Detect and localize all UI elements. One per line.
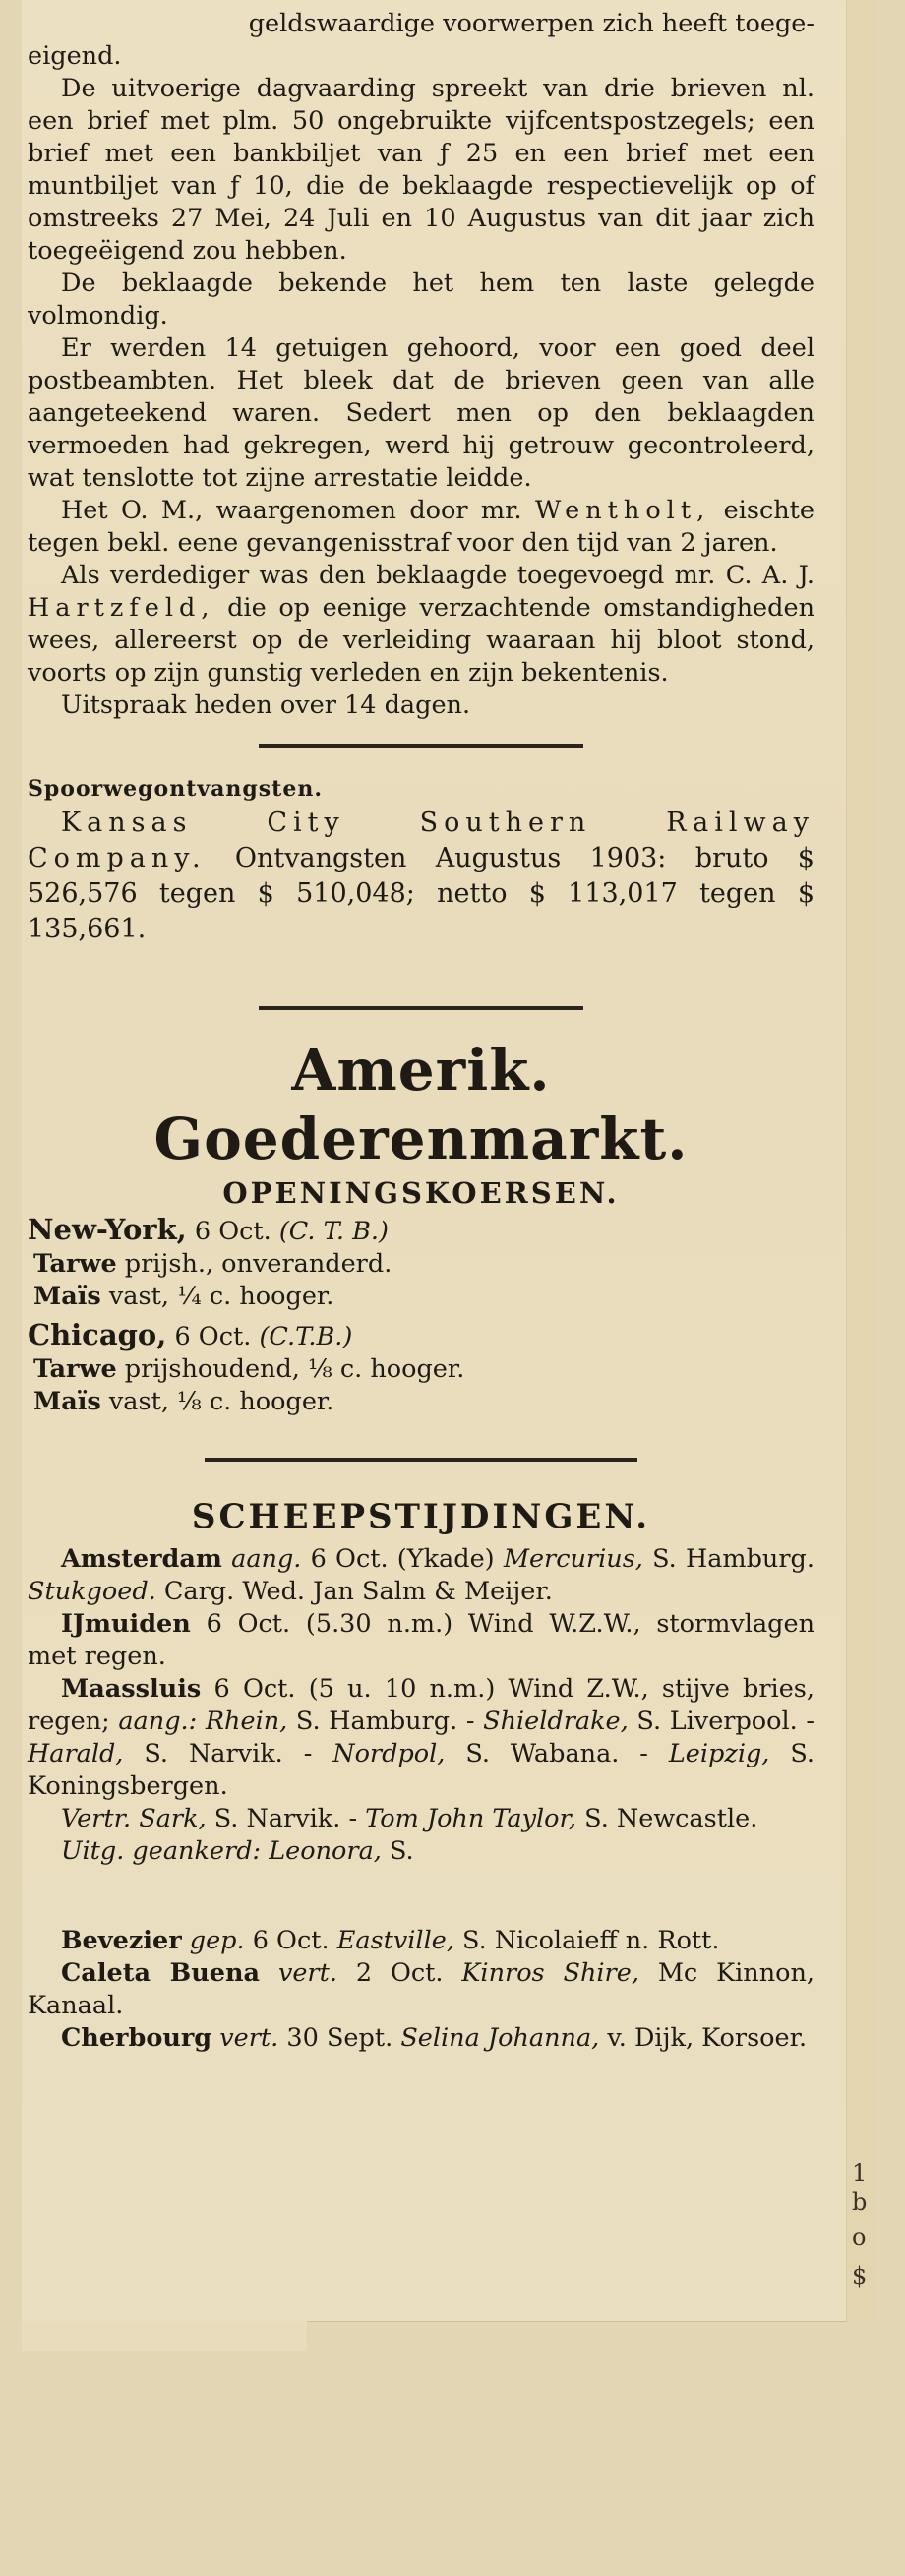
text: 6 Oct. [252, 1926, 330, 1955]
ship-name: Leipzig, [668, 1739, 770, 1768]
text: 6 Oct. (5 u. 10 n.m.) Wind Z.W., stijve bries, regen; [28, 1674, 815, 1736]
market-header [28, 1319, 814, 1353]
margin-char: 1 [852, 2159, 868, 2187]
port: Amsterdam [61, 1544, 222, 1574]
text: aang.: [118, 1707, 198, 1736]
text: S. Narvik. - [144, 1739, 313, 1768]
text: S. Narvik. - [213, 1804, 358, 1833]
shipping-entry [28, 1673, 814, 1803]
text: Stukgoed. [28, 1577, 156, 1606]
port: Caleta Buena [61, 1958, 261, 1988]
text: vert. [277, 1958, 337, 1988]
ship-name: Nordpol, [332, 1739, 446, 1768]
clipping-column [28, 8, 814, 2055]
text: Als verdediger was den beklaagde toegevoegd mr. C. A. J. [61, 561, 814, 590]
paragraph: Er werden 14 getuigen gehoord, voor een goed deel postbeambten. Het bleek dat de brieven geen van alle aangeteekend waren. Sedert men op den beklaagden vermoeden had gekregen, werd hij getrouw gecontroleerd, wat tenslotte tot zijne arrestatie leidde. [28, 333, 814, 493]
text: 30 Sept. [286, 2023, 393, 2053]
section-title: Amerik. Goederenmarkt. [153, 1037, 689, 1172]
person-name: Hartzfeld, [28, 593, 215, 623]
commodity: Tarwe [33, 1249, 117, 1279]
ship-name: Mercurius, [503, 1544, 643, 1574]
quote-line [28, 1353, 814, 1386]
port: Maassluis [61, 1674, 202, 1704]
ship-name: Harald, [28, 1739, 124, 1768]
date: 6 Oct. [194, 1217, 272, 1246]
source: (C. T. B.) [278, 1217, 389, 1246]
spacer [28, 1868, 814, 1925]
text: S. Hamburg. - [295, 1707, 475, 1736]
text-line: geldswaardige voorwerpen zich heeft toege- [248, 9, 814, 38]
text: S. Hamburg. [652, 1544, 814, 1574]
ship-name: Tom John Taylor, [365, 1804, 577, 1833]
paragraph: Uitspraak heden over 14 dagen. [61, 690, 471, 720]
text: vast, ¼ c. hooger. [108, 1282, 334, 1311]
text: S. Nicolaieff n. Rott. [462, 1926, 720, 1955]
text: Korsoer. [701, 2023, 808, 2053]
text: eischte tegen bekl. eene gevangenisstraf voor den tijd van 2 jaren. [28, 496, 814, 558]
section-heading: Spoorwegontvangsten. [28, 776, 323, 802]
quote-line [28, 1281, 814, 1313]
label: Vertr. [61, 1804, 132, 1833]
shipping-entry [28, 2022, 814, 2055]
paragraph [28, 560, 814, 689]
company-name: Kansas City Southern Railway Company. [28, 808, 814, 873]
text: S. Liverpool. - [636, 1707, 815, 1736]
label: Uitg. geankerd: [61, 1836, 262, 1866]
text: vert. [219, 2023, 279, 2053]
text: Het O. M., waargenomen door mr. [61, 496, 522, 525]
shipping-entry [28, 1803, 814, 1835]
text: S. Wabana. - [465, 1739, 648, 1768]
commodity: Maïs [33, 1282, 101, 1311]
divider [259, 1006, 583, 1010]
date: 6 Oct. [174, 1322, 252, 1351]
text: 2 Oct. [355, 1958, 444, 1988]
text: S. Newcastle. [584, 1804, 758, 1833]
commodity: Tarwe [33, 1354, 117, 1384]
section-title: SCHEEPSTIJDINGEN. [191, 1497, 651, 1536]
text: S. Koningsbergen. [28, 1739, 815, 1801]
margin-char: $ [852, 2262, 868, 2290]
text: prijshoudend, ⅛ c. hooger. [124, 1354, 465, 1384]
quote-line [28, 1248, 814, 1281]
quote-line [28, 1386, 814, 1418]
ship-name: Sark, [139, 1804, 207, 1833]
section-subtitle: OPENINGSKOERSEN. [222, 1176, 620, 1210]
city: New-York, [28, 1213, 187, 1246]
source: (C.T.B.) [259, 1322, 353, 1351]
port: Bevezier [61, 1926, 182, 1955]
text: Ontvangsten Augustus 1903: bruto $ 526,576 tegen $ 510,048; netto $ 113,017 tegen $ 135,661. [28, 843, 814, 944]
text: die op eenige verzachtende omstandigheden wees, allereerst op de verleiding waaraan hij bloot stond, voorts op zijn gunstig verleden en zijn bekentenis. [28, 593, 814, 688]
text: prijsh., onveranderd. [124, 1249, 392, 1279]
shipping-entry [28, 1925, 814, 1957]
text: Mc Kinnon, Kanaal. [28, 1958, 815, 2020]
text: v. Dijk, [607, 2023, 694, 2053]
port: Cherbourg [61, 2023, 212, 2053]
shipping-entry [28, 1835, 814, 1868]
paragraph: De beklaagde bekende het hem ten laste gelegde volmondig. [28, 269, 814, 330]
ship-name: Selina Johanna, [400, 2023, 600, 2053]
divider [205, 1458, 637, 1462]
text: gep. [189, 1926, 245, 1955]
shipping-entry [28, 1608, 814, 1673]
paragraph [28, 495, 814, 560]
text: vast, ⅛ c. hooger. [108, 1387, 334, 1416]
text: 6 Oct. (5.30 n.m.) Wind W.Z.W., stormvlagen met regen. [28, 1609, 815, 1671]
text: S. [390, 1836, 414, 1866]
margin-char: b [852, 2188, 868, 2216]
market-header [28, 1214, 814, 1248]
shipping-entry [28, 1543, 814, 1608]
clipping-tail [22, 2321, 307, 2351]
shipping-entry [28, 1957, 814, 2022]
city: Chicago, [28, 1318, 167, 1351]
text-line: eigend. [28, 41, 122, 71]
text: Carg. Wed. Jan Salm & Meijer. [163, 1577, 553, 1606]
ship-name: Rhein, [205, 1707, 288, 1736]
divider [259, 744, 583, 748]
ship-name: Kinros Shire, [461, 1958, 639, 1988]
margin-char: o [852, 2223, 867, 2250]
text: aang. [231, 1544, 302, 1574]
commodity: Maïs [33, 1387, 101, 1416]
port: IJmuiden [61, 1609, 191, 1639]
ship-name: Eastville, [336, 1926, 454, 1955]
text: 6 Oct. (Ykade) [310, 1544, 495, 1574]
adjacent-column-edge [846, 0, 875, 2321]
paragraph: De uitvoerige dagvaarding spreekt van drie brieven nl. een brief met plm. 50 ongebruikte vijfcentspostzegels; een brief met een bankbiljet van ƒ 25 en een brief met een muntbiljet van ƒ 10, die de beklaagde respectievelijk op of omstreeks 27 Mei, 24 Juli en 10 Augustus van dit jaar zich toegeëigend zou hebben. [28, 74, 814, 266]
ship-name: Leonora, [269, 1836, 382, 1866]
person-name: Wentholt, [535, 496, 711, 525]
paragraph [28, 806, 814, 947]
ship-name: Shieldrake, [483, 1707, 629, 1736]
